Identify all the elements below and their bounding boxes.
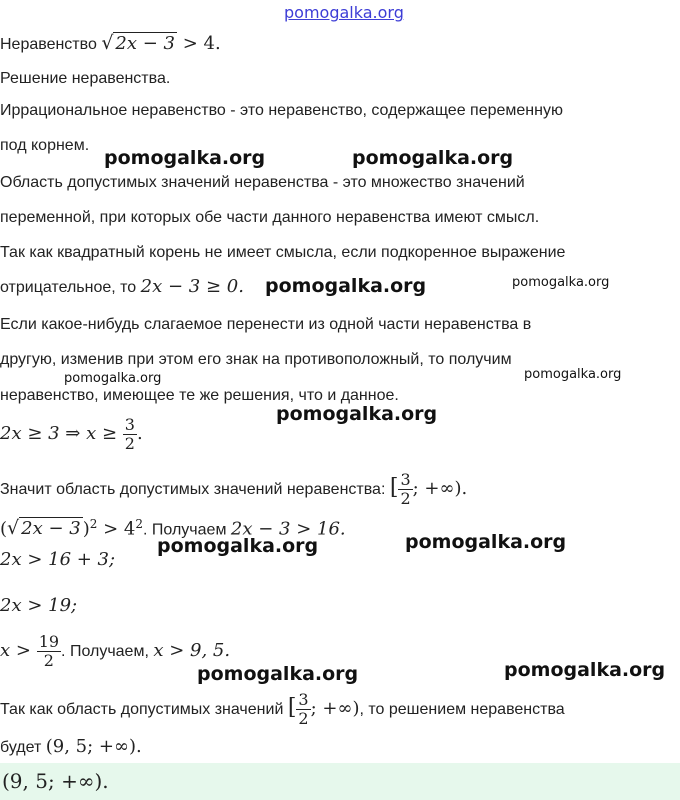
fraction-denominator: 2 xyxy=(400,489,411,509)
watermark: pomogalka.org xyxy=(524,367,622,382)
definition-irrational-2: под корнем. xyxy=(0,137,90,154)
fraction-3-2 xyxy=(123,416,137,453)
step-3 xyxy=(0,596,77,617)
step3-expression: 2x > 19; xyxy=(0,595,78,616)
fraction-numerator: 3 xyxy=(298,690,309,710)
move-rule-2: другую, изменив при этом его знак на противоположный, то получим xyxy=(0,351,512,368)
exponent-rhs: 2 xyxy=(135,517,144,531)
final-statement-1: Так как область допустимых значений [ $\frac{3}{2}$ ; +∞), то решением неравенства xyxy=(0,690,565,729)
watermark: pomogalka.org xyxy=(504,659,666,681)
problem-inequality-tail: > 4. xyxy=(177,33,221,54)
step1-expression: 2x ≥ 3 ⇒ x ≥ xyxy=(0,423,123,444)
watermark: pomogalka.org xyxy=(276,403,438,425)
fraction-19-2 xyxy=(37,633,61,670)
final-fraction xyxy=(296,691,310,728)
sqrt-condition-text: отрицательное, то xyxy=(0,279,137,296)
definition-odz-1: Область допустимых значений неравенства - это множество значений xyxy=(0,174,525,191)
problem-label: Неравенство xyxy=(0,36,97,53)
site-link[interactable]: pomogalka.org xyxy=(284,3,404,22)
sqrt-expression: √ 2x − 3 xyxy=(101,32,176,54)
answer-value: (9, 5; +∞). xyxy=(2,769,109,793)
odz-tail: ; +∞). xyxy=(412,478,468,499)
move-rule-3: неравенство, имеющее те же решения, что и данное. xyxy=(0,387,399,404)
final-statement-2 xyxy=(0,737,142,758)
fraction-numerator: 19 xyxy=(38,632,60,652)
watermark: pomogalka.org xyxy=(265,275,427,297)
final-interval: (9, 5; +∞). xyxy=(45,736,142,757)
odz-label: Значит область допустимых значений неравенства: xyxy=(0,481,386,498)
final-text-b: будет xyxy=(0,739,42,756)
final-odz-tail: ; +∞) xyxy=(310,698,360,719)
move-rule-1: Если какое-нибудь слагаемое перенести из одной части неравенства в xyxy=(0,316,532,333)
solution-heading: Решение неравенства. xyxy=(0,70,171,87)
radicand-squared: 2x − 3 xyxy=(21,518,81,540)
watermark: pomogalka.org xyxy=(64,371,162,386)
radicand: 2x − 3 xyxy=(115,33,176,54)
fraction-denominator: 2 xyxy=(124,434,135,454)
odz-fraction xyxy=(398,471,412,508)
squared-result: 2x − 3 > 16. xyxy=(230,518,346,540)
fraction-numerator: 3 xyxy=(124,415,135,435)
answer-box xyxy=(0,763,680,800)
definition-irrational-1: Иррациональное неравенство - это неравенство, содержащее переменную xyxy=(0,102,563,119)
step2-expression: 2x > 16 + 3; xyxy=(0,549,116,570)
square-both-sides: (√ 2x − 3 )$^2 > 4^2$. Получаем 2x − 3 > 16. xyxy=(0,517,346,540)
watermark: pomogalka.org xyxy=(197,663,359,685)
square-rhs: > 4 xyxy=(97,518,136,540)
sqrt-condition-2 xyxy=(0,277,244,298)
answer xyxy=(2,771,109,794)
step4-lhs: x > xyxy=(0,640,37,661)
fraction-denominator: 2 xyxy=(43,651,54,671)
final-text-a2: , то решением неравенства xyxy=(359,701,565,718)
x-greater-result: x > 9, 5. xyxy=(153,640,231,661)
step-4: x > $\frac{19}{2}$ . Получаем, x > 9, 5. xyxy=(0,632,231,671)
definition-odz-2: переменной, при которых обе части данного неравенства имеют смысл. xyxy=(0,209,540,226)
problem-line xyxy=(0,33,221,55)
watermark: pomogalka.org xyxy=(157,535,319,557)
fraction-denominator: 2 xyxy=(298,709,309,729)
sqrt-condition-1: Так как квадратный корень не имеет смысла, если подкоренное выражение xyxy=(0,244,566,261)
watermark: pomogalka.org xyxy=(405,531,567,553)
condition-inequality: 2x − 3 ≥ 0. xyxy=(140,276,244,297)
get-label: Получаем xyxy=(151,521,227,539)
fraction-numerator: 3 xyxy=(400,470,411,490)
exponent: 2 xyxy=(89,517,98,531)
step-2 xyxy=(0,550,115,571)
watermark: pomogalka.org xyxy=(352,147,514,169)
watermark: pomogalka.org xyxy=(512,275,610,290)
final-text-a: Так как область допустимых значений xyxy=(0,701,284,718)
odz-statement: Значит область допустимых значений неравенства: [ $\frac{3}{2}$ ; +∞). xyxy=(0,470,468,509)
watermark: pomogalka.org xyxy=(104,147,266,169)
get2-label: Получаем, xyxy=(69,643,149,660)
step-odz-derivation: 2x ≥ 3 ⇒ x ≥ $\frac{3}{2}$ . xyxy=(0,415,143,454)
